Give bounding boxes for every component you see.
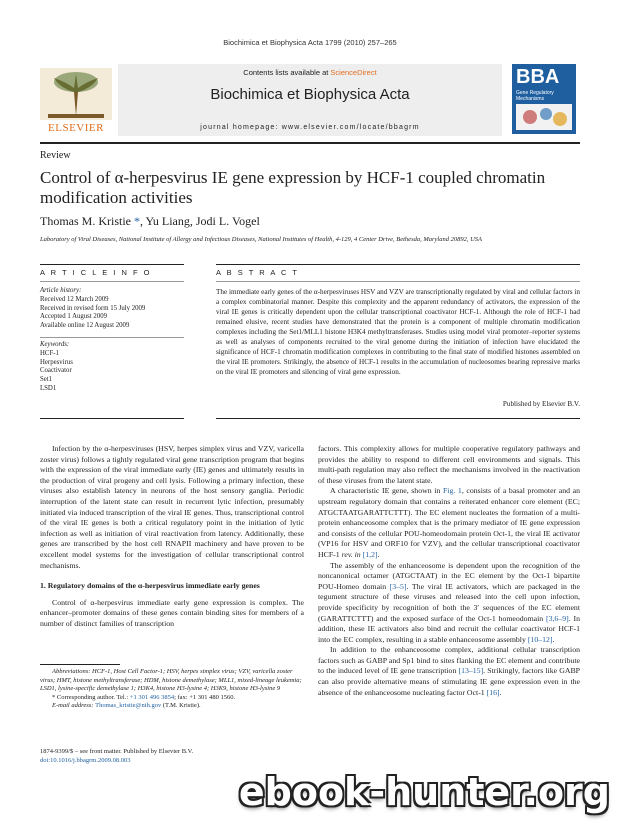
history-revised: Received in revised form 15 July 2009 bbox=[40, 304, 146, 312]
email-link[interactable]: Thomas_kristie@nih.gov bbox=[95, 702, 162, 710]
enhanceosome-paragraph bbox=[318, 561, 580, 646]
intro-paragraph: Infection by the α-herpesviruses (HSV, herpes simplex virus and VZV, varicella zoster virus) follows a tightly regulated viral gene transcription program that begins with the expression of the viral immediate early (IE) genes and ultimately results in the production of viral progeny and cell lysis. Following a primary infection, these viruses also establish latency in neurons of the host sensory ganglia. Periodic interruption of the latent state can result in recurrent lytic infection, presumably initiated via induced transcription of the viral IE genes. Thus, transcriptional control of the viral IE genes is both a critical regulatory point in the initiation of lytic infection as well as initiation of viral reactivation from latency. Additionally, these genes are transcribed by the host cell RNAPII machinery and have proven to be excellent model systems for the investigation of cellular transcriptional control mechanisms. bbox=[40, 444, 304, 570]
article-info-heading: A R T I C L E I N F O bbox=[40, 268, 152, 277]
citation-link[interactable]: [3,6–9] bbox=[545, 613, 569, 623]
first-author: Thomas M. Kristie bbox=[40, 214, 131, 228]
citation-link[interactable]: [16] bbox=[486, 687, 500, 697]
ie-gene-paragraph bbox=[318, 486, 580, 560]
published-by: Published by Elsevier B.V. bbox=[502, 400, 580, 408]
citation-link[interactable]: [1,2] bbox=[362, 549, 378, 559]
text-run: . Strikingly, factors like GABP can also provide alternative means of stimulating IE gene expression even in the absence of the enhanceosome nucleating factor Oct-1 bbox=[318, 666, 580, 697]
keywords bbox=[40, 341, 190, 394]
keyword: Coactivator bbox=[40, 367, 72, 375]
abstract-bottom-rule bbox=[216, 418, 580, 419]
text-run: (T.M. Kristie). bbox=[161, 702, 201, 710]
article-info-rule bbox=[40, 264, 184, 265]
affiliation: Laboratory of Viral Diseases, National Institute of Allergy and Infectious Diseases, National Institutes of Health, 4-129, 4 Center Drive, Bethesda, Maryland 20892, USA bbox=[40, 236, 483, 243]
journal-reference: Biochimica et Biophysica Acta 1799 (2010) 257–265 bbox=[223, 38, 397, 47]
keyword: HCF-1 bbox=[40, 349, 59, 357]
contents-prefix: Contents lists available at bbox=[243, 68, 331, 77]
right-column bbox=[318, 444, 580, 698]
article-history bbox=[40, 287, 190, 331]
text-run: . bbox=[499, 687, 502, 697]
watermark bbox=[0, 770, 620, 827]
text-run: In addition to the enhanceosome complex, additional cellular transcription factors such as GABP and Sp1 bind to sites flanking the EC element and contribute to the induced level of IE gene transcription bbox=[318, 645, 580, 676]
journal-homepage[interactable]: journal homepage: www.elsevier.com/locate/bbagrm bbox=[200, 124, 420, 131]
front-matter bbox=[40, 748, 304, 765]
abstract-subrule bbox=[216, 281, 580, 282]
article-title: Control of α-herpesvirus IE gene expression by HCF-1 coupled chromatin modification activities bbox=[40, 168, 546, 207]
header-rule bbox=[40, 142, 580, 144]
contents-line bbox=[118, 68, 502, 77]
citation-link[interactable]: [13–15] bbox=[458, 666, 484, 676]
history-online: Available online 12 August 2009 bbox=[40, 322, 130, 330]
sciencedirect-link[interactable]: ScienceDirect bbox=[330, 68, 377, 77]
cover-abbreviation: BBA bbox=[516, 66, 560, 88]
email-footnote bbox=[40, 702, 304, 711]
abstract-heading: A B S T R A C T bbox=[216, 268, 299, 277]
text-run: . In addition, these IE activators also bind and recruit the cellular coactivator HCF-1 into the EC complex, resulting in a stable enhanceosome assembly bbox=[318, 613, 580, 644]
elsevier-wordmark: ELSEVIER bbox=[48, 122, 104, 134]
text-run: , consists of a basal promoter and an upstream regulatory domain that contains a reiterated enhancer core element (EC; ATGCTAATGARATTCTTT). The EC element nucleates the formation of a multi-protein enhanceosome complex that is the primary mediator of IE gene expression and consists of the cellular POU-homeodomain protein Oct-1, the viral IE activator (VP16 for HSV and ORF10 for VZV), and the cellular transcriptional coactivator HCF-1 bbox=[318, 486, 580, 559]
keyword: Herpesvirus bbox=[40, 358, 73, 366]
keywords-label: Keywords: bbox=[40, 341, 70, 348]
left-column bbox=[40, 444, 304, 630]
keyword: Set1 bbox=[40, 376, 53, 384]
keywords-rule bbox=[40, 337, 184, 338]
text-run: . bbox=[377, 549, 380, 559]
doi-link[interactable]: doi:10.1016/j.bbagrm.2009.08.003 bbox=[40, 756, 131, 764]
history-label: Article history: bbox=[40, 287, 82, 294]
corresponding-author-footnote bbox=[40, 694, 304, 703]
telephone-link[interactable]: +1 301 496 3854 bbox=[129, 693, 175, 701]
text-run: . The viral IE activators, which are packaged in the tegument structure of these viruses and released into the cell upon infection, provide specificity by recognition of both the 3′ sequences of the EC element (GARATTCTTT) and the exposed surface of the Oct-1 homeodomain bbox=[318, 581, 580, 623]
keyword: LSD1 bbox=[40, 384, 57, 392]
other-authors: , Yu Liang, Jodi L. Vogel bbox=[140, 214, 260, 228]
journal-cover-thumbnail bbox=[512, 64, 576, 134]
corresponding-author-mark[interactable]: * bbox=[134, 214, 140, 228]
abbreviations-footnote: Abbreviations: HCF-1, Host Cell Factor-1; HSV, herpes simplex virus; VZV, varicella zoster virus; HMT, histone methyltransferase; HDM, histone demethylase; MLL1, mixed-lineage leukemia; LSD1, lysine-specific demethylase 1; H3K4, histone H3-lysine 4; H3K9, histone H3-lysine 9 bbox=[40, 668, 302, 693]
continued-paragraph: factors. This complexity allows for multiple cooperative regulatory pathways and provides the ability to respond to different cell environments and signals. This multi-path regulation may also reflect the mechanisms involved in the reactivation of these viruses from the latent state. bbox=[318, 444, 580, 485]
text-run: . bbox=[552, 634, 555, 644]
author-list bbox=[40, 214, 260, 229]
cover-subtitle: Gene Regulatory Mechanisms bbox=[516, 90, 554, 102]
footnote-rule bbox=[40, 664, 120, 665]
citation-link[interactable]: [10–12] bbox=[527, 634, 553, 644]
abstract-rule bbox=[216, 264, 580, 265]
text-run: ; fax: +1 301 480 1560. bbox=[174, 693, 236, 701]
text-run: A characteristic IE gene, shown in bbox=[330, 486, 443, 496]
text-run: * Corresponding author. Tel.: bbox=[52, 693, 130, 701]
figure-1-link[interactable]: Fig. 1 bbox=[442, 486, 462, 496]
abstract-text: The immediate early genes of the α-herpesviruses HSV and VZV are transcriptionally regulated by viral and cellular factors in a complex combinatorial manner. Despite this complexity and the apparent redundancy of activators, the expression of the viral IE genes is critically dependent upon the cellular transcriptional coactivator HCF-1. Although the role of HCF-1 had remained elusive, recent studies have demonstrated that the protein is a component of multiple chromatin modification complexes including the Set1/MLL1 histone H3K4 methyltransferases. Studies using model viral promoter–reporter systems as well as analyses of components recruited to the viral genome during the initiation of infection have elucidated the significance of HCF-1 chromatin modification complexes in contributing to the final state of modified histones assembled on the viral IE promoters. Strikingly, the absence of HCF-1 results in the accumulation of nucleosomes bearing repressive marks on the viral IE promoters and silencing of viral gene expression. bbox=[216, 288, 580, 376]
section-1-heading: 1. Regulatory domains of the α-herpesvirus immediate early genes bbox=[40, 581, 260, 591]
article-info-subrule bbox=[40, 281, 184, 282]
history-received: Received 12 March 2009 bbox=[40, 295, 109, 303]
article-info-bottom-rule bbox=[40, 418, 184, 419]
journal-title: Biochimica et Biophysica Acta bbox=[210, 86, 410, 103]
transcription-factors-paragraph bbox=[318, 645, 580, 698]
email-label: E-mail address: bbox=[52, 702, 96, 710]
citation-link[interactable]: [3–5] bbox=[389, 581, 407, 591]
article-type: Review bbox=[40, 150, 71, 161]
cover-artwork bbox=[516, 104, 572, 130]
section-1-paragraph: Control of α-herpesvirus immediate early gene expression is complex. The enhancer–promoter domains of these genes contain binding sites for members of a number of distinct families of transcription bbox=[40, 597, 304, 628]
footnotes bbox=[40, 668, 304, 711]
history-accepted: Accepted 1 August 2009 bbox=[40, 313, 108, 321]
text-run: The assembly of the enhanceosome is dependent upon the recognition of the noncanonical octamer (ATGCTAAT) in the EC element by the Oct-1 bipartite POU-Homeo domain bbox=[318, 560, 580, 591]
text-run: rev. in bbox=[341, 549, 363, 559]
watermark-text: ebook-hunter.org bbox=[238, 770, 610, 814]
issn-line: 1874-9399/$ – see front matter. Published by Elsevier B.V. bbox=[40, 748, 194, 755]
